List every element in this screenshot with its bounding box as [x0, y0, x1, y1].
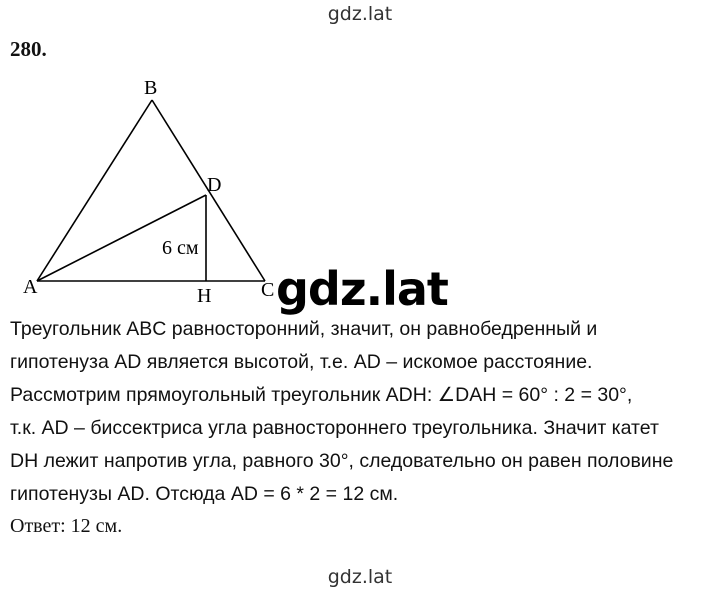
- vertex-label-b: B: [144, 77, 158, 99]
- triangle-figure: [0, 70, 300, 310]
- watermark-top: gdz.lat: [327, 3, 393, 25]
- vertex-label-h: H: [197, 285, 212, 307]
- solution-line: гипотенуза AD является высотой, т.е. AD – искомое расстояние.: [10, 351, 593, 373]
- solution-line: Треугольник ABC равносторонний, значит, он равнобедренный и: [10, 318, 598, 340]
- solution-line: гипотенузы AD. Отсюда AD = 6 * 2 = 12 см.: [10, 483, 399, 505]
- problem-number: 280.: [10, 37, 47, 61]
- vertex-label-d: D: [207, 174, 222, 196]
- solution-text: [10, 313, 710, 511]
- answer: Ответ: 12 см.: [10, 515, 123, 537]
- solution-line: Рассмотрим прямоугольный треугольник ADH: ∠DAH = 60° : 2 = 30°,: [10, 384, 633, 406]
- solution-line: DH лежит напротив угла, равного 30°, следовательно он равен половине: [10, 450, 674, 472]
- watermark-bottom: gdz.lat: [327, 566, 393, 588]
- vertex-label-c: C: [261, 279, 275, 301]
- solution-line: т.к. AD – биссектриса угла равностороннего треугольника. Значит катет: [10, 417, 659, 439]
- segment-length-label: 6 см: [162, 237, 199, 259]
- vertex-label-a: A: [23, 276, 38, 298]
- side-ab: [37, 100, 152, 281]
- watermark-center: gdz.lat: [276, 262, 448, 316]
